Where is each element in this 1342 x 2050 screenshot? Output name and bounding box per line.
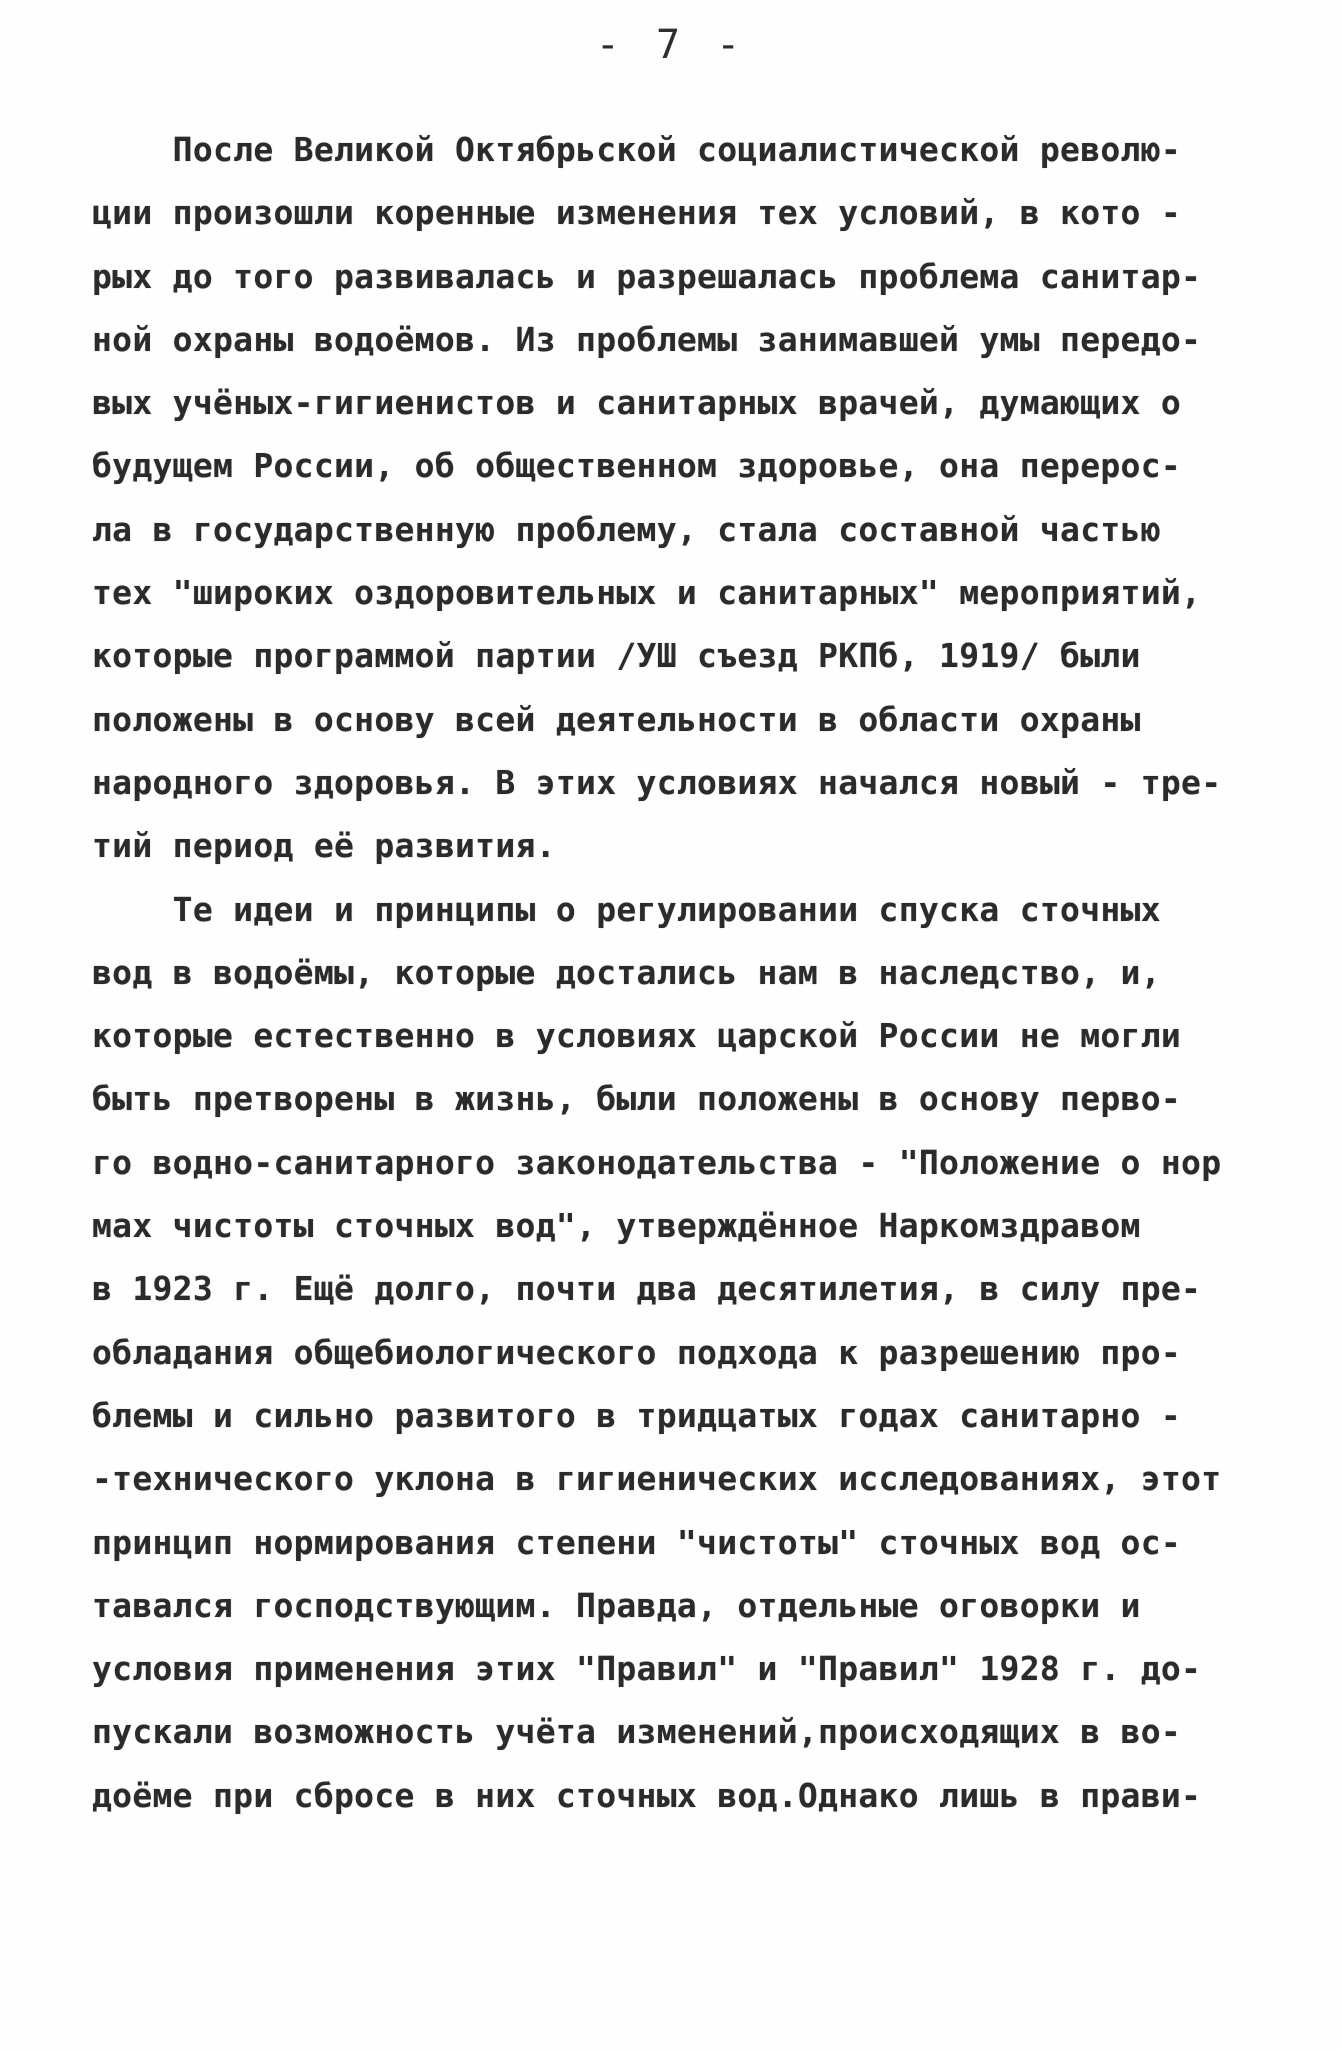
text-line: народного здоровья. В этих условиях начался новый - тре- [92, 762, 1222, 802]
text-line: го водно-санитарного законодательства - "Положение о нор [92, 1142, 1222, 1182]
text-line: быть претворены в жизнь, были положены в основу перво- [92, 1079, 1182, 1119]
text-line: условия применения этих "Правил" и "Правил" 1928 г. до- [92, 1649, 1202, 1689]
text-line: Те идеи и принципы о регулировании спуска сточных [92, 889, 1161, 929]
text-line: вод в водоёмы, которые достались нам в наследство, и, [92, 952, 1161, 992]
text-line: обладания общебиологического подхода к разрешению про- [92, 1332, 1182, 1372]
text-line: принцип нормирования степени "чистоты" сточных вод ос- [92, 1522, 1182, 1562]
text-line: ной охраны водоёмов. Из проблемы занимавшей умы передо- [92, 319, 1202, 359]
text-line: доёме при сбросе в них сточных вод.Однако лишь в прави- [92, 1775, 1202, 1815]
text-line: После Великой Октябрьской социалистической револю- [92, 130, 1182, 169]
text-line: положены в основу всей деятельности в области охраны [92, 699, 1141, 739]
body-text [92, 118, 1312, 1827]
text-line: ла в государственную проблему, стала составной частью [92, 509, 1161, 549]
text-line: тех "широких оздоровительных и санитарных" мероприятий, [92, 573, 1202, 613]
text-line: пускали возможность учёта изменений,происходящих в во- [92, 1712, 1182, 1752]
text-line: тий период её развития. [92, 826, 556, 866]
text-line: которые естественно в условиях царской России не могли [92, 1016, 1182, 1056]
text-line: вых учёных-гигиенистов и санитарных врачей, думающих о [92, 383, 1182, 423]
text-line: блемы и сильно развитого в тридцатых годах санитарно - [92, 1395, 1182, 1435]
text-line: мах чистоты сточных вод", утверждённое Наркомздравом [92, 1206, 1141, 1246]
paragraph-2 [92, 878, 1312, 1827]
text-line: которые программой партии /УШ съезд РКПб, 1919/ были [92, 636, 1141, 676]
paragraph-1 [92, 118, 1312, 878]
text-line: ции произошли коренные изменения тех условий, в кото - [92, 193, 1182, 233]
text-line: -технического уклона в гигиенических исследованиях, этот [92, 1459, 1222, 1499]
text-line: тавался господствующим. Правда, отдельные оговорки и [92, 1585, 1141, 1625]
text-line: будущем России, об общественном здоровье, она перерос- [92, 446, 1182, 486]
text-line: рых до того развивалась и разрешалась проблема санитар- [92, 256, 1202, 296]
text-line: в 1923 г. Ещё долго, почти два десятилетия, в силу пре- [92, 1269, 1202, 1309]
page-number: - 7 - [595, 22, 747, 68]
